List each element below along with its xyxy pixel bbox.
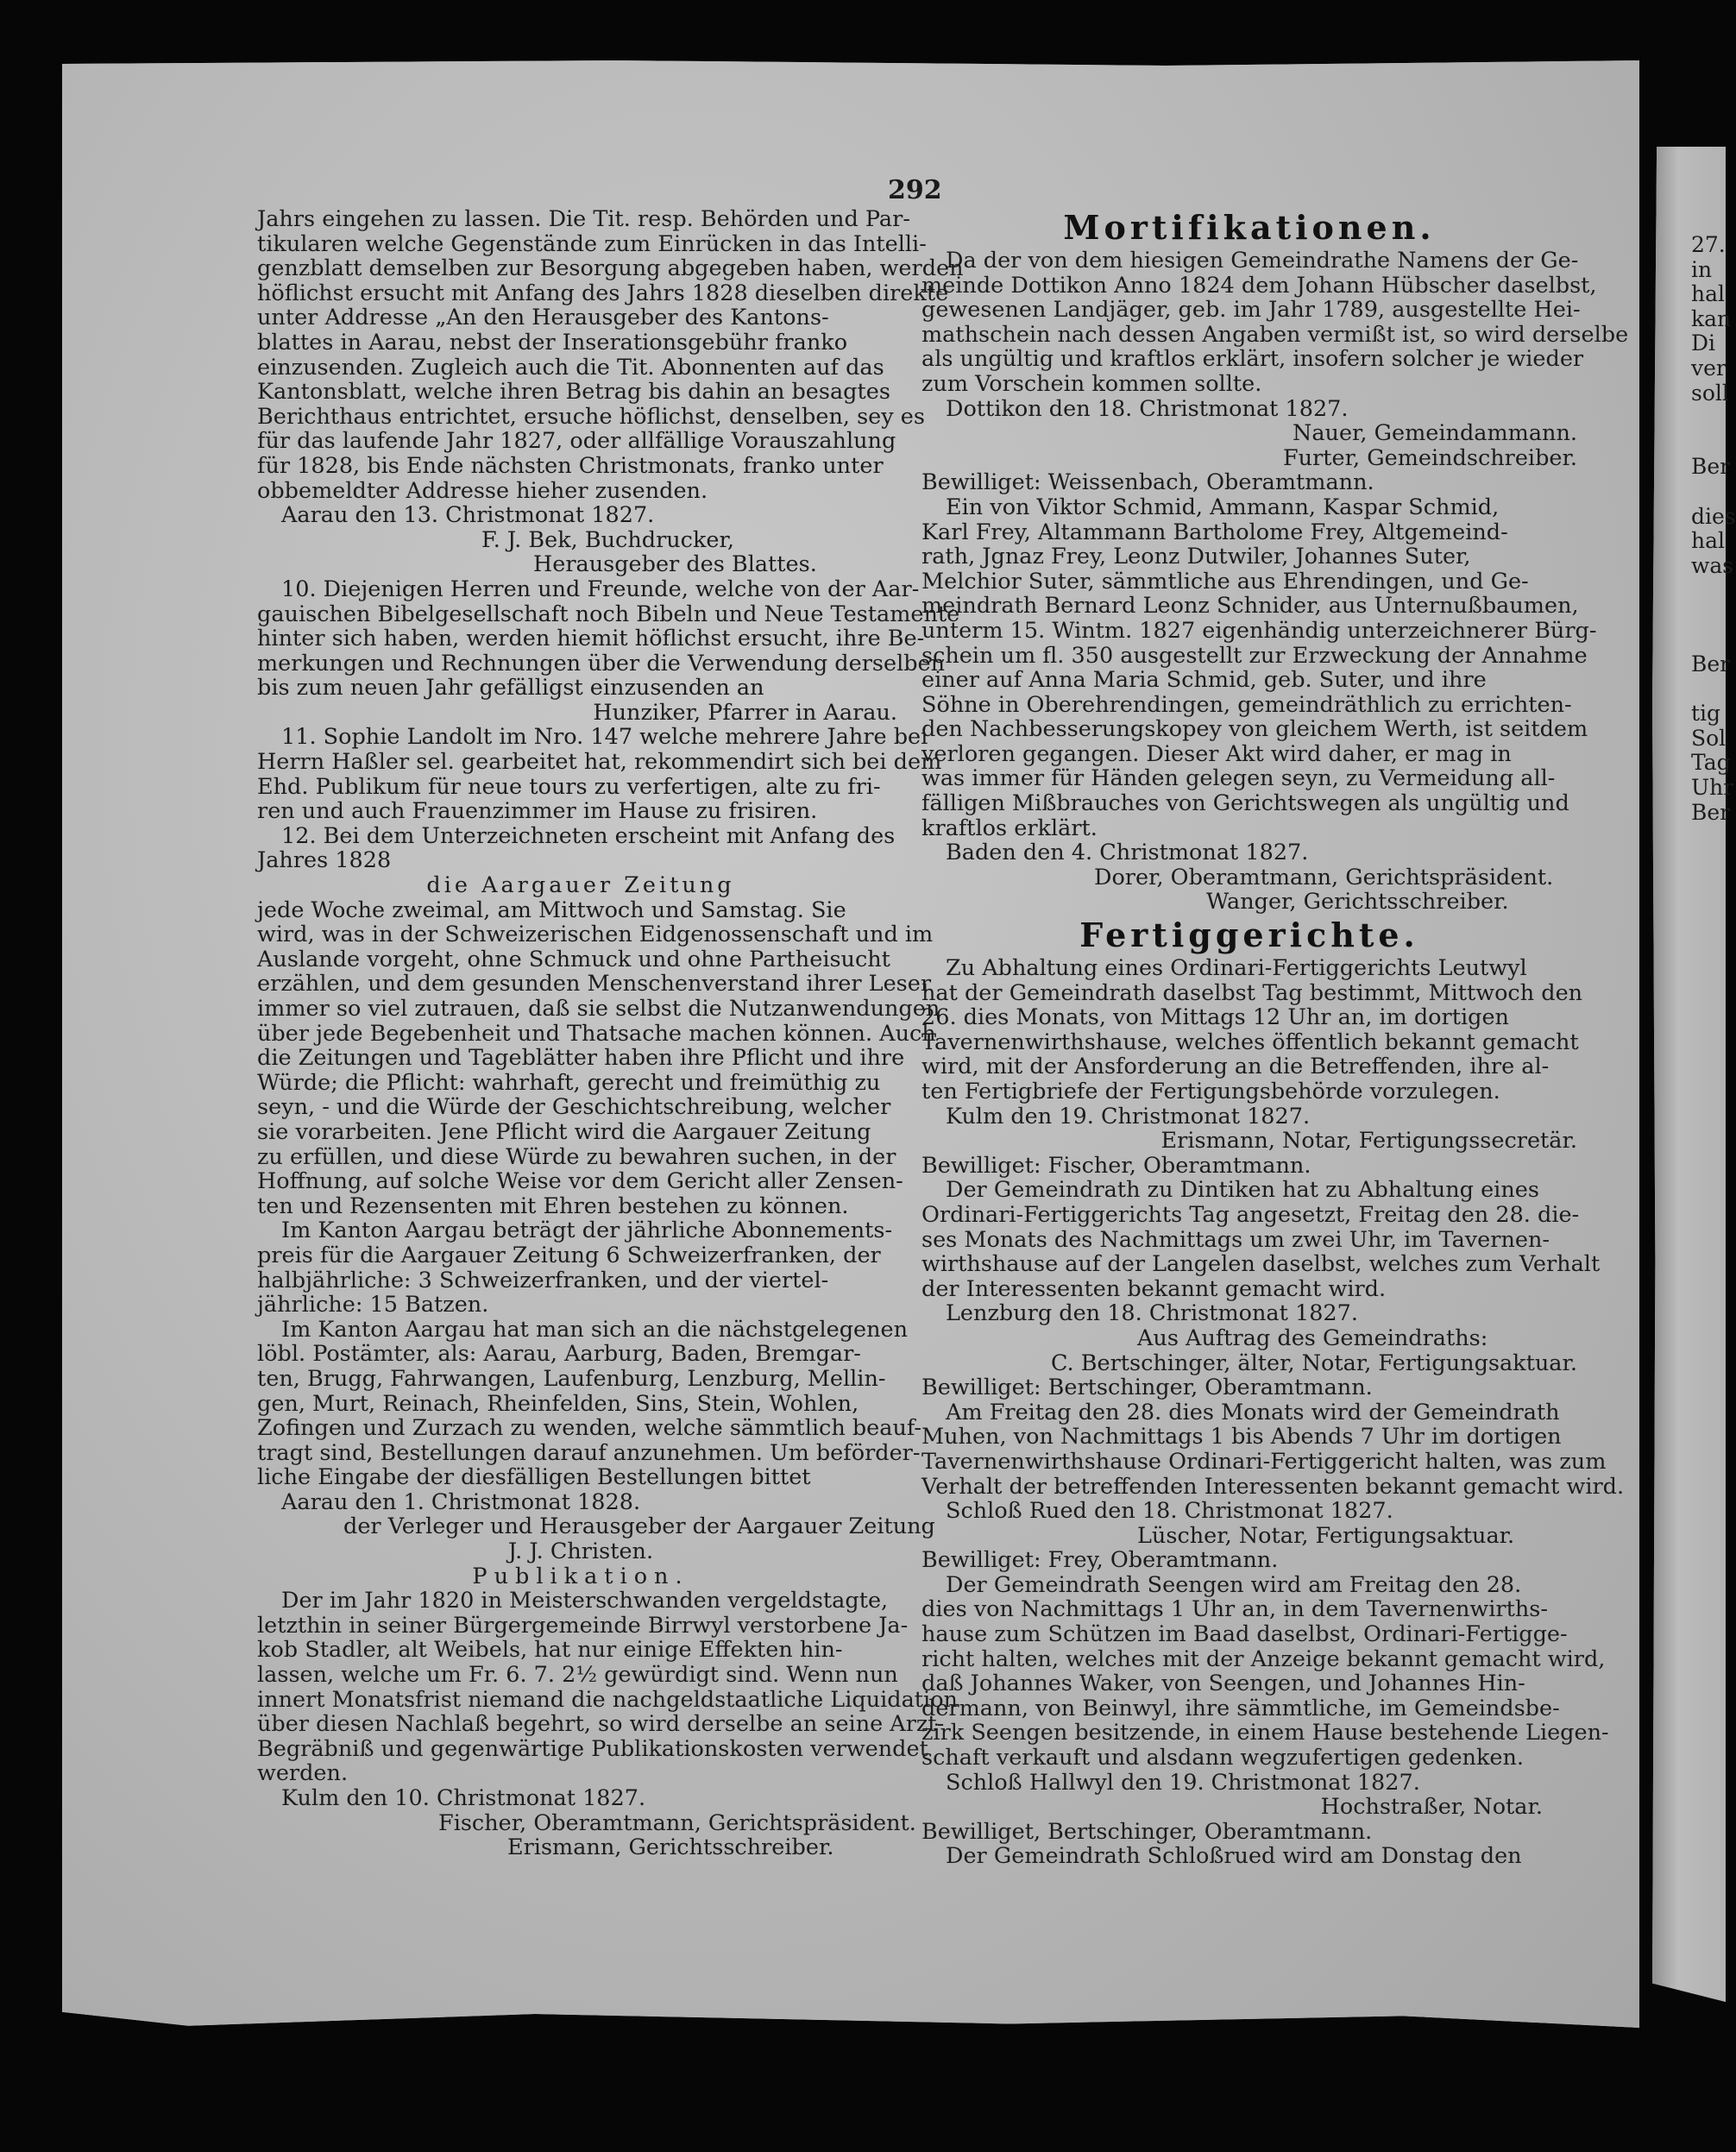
signature: Herausgeber des Blattes. (533, 551, 817, 578)
text-line: Ein von Viktor Schmid, Ammann, Kaspar Schmid, (946, 494, 1500, 520)
approval-line: Bewilliget: Bertschinger, Oberamtmann. (921, 1375, 1373, 1401)
text-line: gauischen Bibelgesellschaft noch Bibeln und Neue Testamente (257, 601, 960, 627)
signature: Aus Auftrag des Gemeindraths: (1137, 1325, 1488, 1351)
text-line: zu erfüllen, und diese Würde zu bewahren suchen, in der (257, 1143, 896, 1170)
fragment: Di (1691, 330, 1716, 356)
text-line: ses Monats des Nachmittags um zwei Uhr, im Tavernen- (921, 1226, 1550, 1253)
text-line: Herrn Haßler sel. gearbeitet hat, rekommendirt sich bei dem (257, 749, 942, 776)
text-line: fälligen Mißbrauches von Gerichtswegen als ungültig und (921, 790, 1569, 817)
text-line: Auslande vorgeht, ohne Schmuck und ohne Partheisucht (257, 946, 890, 972)
notice-aargauer-zeitung (257, 822, 940, 1565)
text-line: gewesenen Landjäger, geb. im Jahr 1789, ausgestellte Hei- (921, 297, 1581, 324)
notice-fertiggericht-2 (921, 1177, 1601, 1401)
text-line: Hoffnung, auf solche Weise vor dem Gericht aller Zensen- (257, 1168, 903, 1195)
text-line: ten Fertigbriefe der Fertigungsbehörde vorzulegen. (921, 1079, 1500, 1104)
approval-line: Bewilliget: Weissenbach, Oberamtmann. (921, 469, 1374, 496)
text-line: ten und Rezensenten mit Ehren bestehen zu können. (257, 1192, 849, 1219)
text-line: 12. Bei dem Unterzeichneten erscheint mit Anfang des (281, 822, 896, 849)
signature: Hochstraßer, Notar. (1320, 1794, 1543, 1821)
fragment: kan (1691, 305, 1732, 331)
signature: Erismann, Gerichtsschreiber. (507, 1834, 834, 1861)
text-line: zirk Seengen besitzende, in einem Hause bestehende Liegen- (921, 1720, 1609, 1746)
fragment: 27. (1691, 232, 1726, 257)
text-line: als ungültig und kraftlos erklärt, insofern solcher je wieder (921, 346, 1584, 373)
fragment (1691, 628, 1726, 653)
dateline: Kulm den 19. Christmonat 1827. (946, 1103, 1311, 1129)
text-line: genzblatt demselben zur Besorgung abgegeben haben, werden (257, 255, 964, 282)
text-line: der Interessenten bekannt gemacht wird. (921, 1275, 1387, 1302)
signature: F. J. Bek, Buchdrucker, (481, 526, 735, 553)
fragment (1691, 406, 1726, 431)
fragment (1691, 603, 1726, 628)
text-line: Im Kanton Aargau hat man sich an die nächstgelegenen (281, 1316, 909, 1343)
signature: C. Bertschinger, älter, Notar, Fertigungsaktuar. (1050, 1350, 1577, 1376)
signature: Furter, Gemeindschreiber. (1282, 444, 1577, 471)
dateline: Dottikon den 18. Christmonat 1827. (946, 395, 1349, 422)
text-line: hinter sich haben, werden hiemit höflichst ersucht, ihre Be- (257, 626, 925, 652)
notice-fertiggericht-4 (921, 1571, 1609, 1845)
text-line: Der Gemeindrath zu Dintiken hat zu Abhaltung eines (946, 1177, 1539, 1204)
fragment (1691, 677, 1726, 702)
text-line: dies von Nachmittags 1 Uhr an, in dem Tavernenwirths- (921, 1596, 1548, 1623)
signature: J. J. Christen. (507, 1538, 654, 1565)
text-line: Karl Frey, Altammann Bartholome Frey, Altgemeind- (921, 519, 1508, 545)
text-line: 11. Sophie Landolt im Nro. 147 welche mehrere Jahre bei (281, 724, 928, 751)
text-line: blattes in Aarau, nebst der Inserationsgebühr franko (257, 329, 848, 356)
notice-mortifikation-1 (921, 248, 1629, 496)
text-line: Muhen, von Nachmittags 1 bis Abends 7 Uhr im dortigen (921, 1424, 1562, 1450)
notice-herausgeber (257, 206, 964, 578)
text-line: einzusenden. Zugleich auch die Tit. Abonnenten auf das (257, 354, 884, 381)
signature: Hunziker, Pfarrer in Aarau. (593, 699, 897, 726)
text-line: Begräbniß und gegenwärtige Publikationskosten verwendet (257, 1735, 928, 1762)
text-line: schein um fl. 350 ausgestellt zur Erzweckung der Annahme (921, 642, 1588, 669)
text-line: Würde; die Pflicht: wahrhaft, gerecht und freimüthig zu (257, 1069, 881, 1096)
text-line: seyn, - und die Würde der Geschichtschreibung, welcher (257, 1094, 891, 1121)
text-line: wirthshause auf der Langelen daselbst, welches zum Verhalt (921, 1251, 1601, 1278)
next-page-text-fragments (1691, 232, 1736, 825)
text-line: dermann, von Beinwyl, ihre sämmtliche, im Gemeindsbe- (921, 1695, 1560, 1721)
text-line: Jahrs eingehen zu lassen. Die Tit. resp. Behörden und Par- (257, 206, 910, 232)
text-line: Melchior Suter, sämmtliche aus Ehrendingen, und Ge- (921, 568, 1529, 595)
signature: Erismann, Notar, Fertigungssecretär. (1160, 1128, 1577, 1155)
text-line: für das laufende Jahr 1827, oder allfällige Vorauszahlung (257, 428, 896, 455)
text-line: immer so viel zutrauen, daß sie selbst die Nutzanwendungen (257, 996, 940, 1022)
text-line: erzählen, und dem gesunden Menschenverstand ihrer Leser (257, 971, 932, 997)
fragment: Uhr (1691, 775, 1734, 801)
dateline: Baden den 4. Christmonat 1827. (946, 840, 1309, 866)
text-line: hat der Gemeindrath daselbst Tag bestimmt, Mittwoch den (921, 979, 1583, 1006)
text-line: Da der von dem hiesigen Gemeindrathe Namens der Ge- (946, 248, 1579, 274)
text-line: verloren gegangen. Dieser Akt wird daher, er mag in (921, 740, 1512, 767)
section-title: Publikation. (472, 1563, 689, 1589)
text-line: Tavernenwirthshause, welches öffentlich bekannt gemacht (921, 1029, 1579, 1055)
text-line: über jede Begebenheit und Thatsache machen können. Auch (257, 1020, 936, 1047)
text-line: 26. dies Monats, von Mittags 12 Uhr an, im dortigen (921, 1004, 1509, 1031)
dateline: Schloß Rued den 18. Christmonat 1827. (946, 1498, 1393, 1525)
text-line: ten, Brugg, Fahrwangen, Laufenburg, Lenzburg, Mellin- (257, 1365, 886, 1392)
text-line: Ehd. Publikum für neue tours zu verfertigen, alte zu fri- (257, 773, 881, 800)
dateline: Aarau den 13. Christmonat 1827. (281, 502, 655, 529)
text-line: sie vorarbeiten. Jene Pflicht wird die Aargauer Zeitung (257, 1118, 871, 1145)
fragment: in (1691, 256, 1713, 282)
notice-mortifikation-2 (921, 494, 1597, 916)
notice-fertiggericht-1 (921, 955, 1583, 1179)
text-line: lassen, welche um Fr. 6. 7. 2½ gewürdigt sind. Wenn nun (257, 1662, 898, 1689)
text-line: unter Addresse „An den Herausgeber des Kantons- (257, 305, 829, 331)
text-line: Berichthaus entrichtet, ersuche höflichst, denselben, sey es (257, 403, 925, 430)
text-line: den Nachbesserungskopey von gleichem Werth, ist seitdem (921, 716, 1588, 743)
text-line: halbjährliche: 3 Schweizerfranken, und der viertel- (257, 1267, 829, 1293)
text-line: Tavernenwirthshause Ordinari-Fertiggericht halten, was zum (921, 1448, 1607, 1475)
approval-line: Bewilliget: Frey, Oberamtmann. (921, 1547, 1279, 1574)
text-line: mathschein nach dessen Angaben vermißt ist, so wird derselbe (921, 321, 1629, 348)
fragment: tig (1691, 701, 1721, 727)
text-line: Der Gemeindrath Seengen wird am Freitag den 28. (946, 1571, 1522, 1598)
text-line: werden. (257, 1760, 349, 1787)
text-line: jährliche: 15 Batzen. (257, 1292, 489, 1318)
text-line: gen, Murt, Reinach, Rheinfelden, Sins, Stein, Wohlen, (257, 1390, 859, 1417)
text-line: die Zeitungen und Tageblätter haben ihre Pflicht und ihre (257, 1045, 905, 1072)
fragment: Tag (1691, 750, 1731, 776)
text-line: rath, Jgnaz Frey, Leonz Dutwiler, Johannes Suter, (921, 544, 1471, 570)
page-number: 292 (888, 175, 942, 205)
text-line: daß Johannes Waker, von Seengen, und Johannes Hin- (921, 1671, 1525, 1697)
text-line: höflichst ersucht mit Anfang des Jahrs 1828 dieselben direkte (257, 280, 949, 306)
text-line: wird, mit der Ansforderung an die Betreffenden, ihre al- (921, 1054, 1550, 1080)
notice-publikation (257, 1563, 958, 1861)
text-line: innert Monatsfrist niemand die nachgeldstaatliche Liquidation (257, 1686, 958, 1713)
fragment (1691, 480, 1726, 505)
text-line: bis zum neuen Jahr gefälligst einzusenden an (257, 675, 764, 702)
fragment: ver (1691, 355, 1727, 381)
text-line: einer auf Anna Maria Schmid, geb. Suter, und ihre (921, 667, 1487, 694)
text-line: Ordinari-Fertiggerichts Tag angesetzt, Freitag den 28. die- (921, 1201, 1580, 1228)
signature: Fischer, Oberamtmann, Gerichtspräsident. (438, 1809, 916, 1836)
text-line: Verhalt der betreffenden Interessenten bekannt gemacht wird. (921, 1473, 1625, 1500)
section-heading-mortifikationen: Mortifikationen. (1063, 208, 1436, 247)
text-line: tikularen welche Gegenstände zum Einrücken in das Intelli- (257, 230, 927, 257)
text-line: was immer für Händen gelegen seyn, zu Vermeidung all- (921, 765, 1556, 792)
signature: Wanger, Gerichtsschreiber. (1206, 889, 1509, 916)
fragment: Sol (1691, 725, 1727, 751)
text-line: hause zum Schützen im Baad daselbst, Ordinari-Fertigge- (921, 1621, 1568, 1648)
text-line: kraftlos erklärt. (921, 815, 1098, 841)
right-column (921, 207, 1629, 1870)
fragment: dies (1691, 503, 1736, 529)
signature: Dorer, Oberamtmann, Gerichtspräsident. (1094, 864, 1554, 890)
text-line: Zu Abhaltung eines Ordinari-Fertiggerichts Leutwyl (946, 955, 1527, 982)
text-line: liche Eingabe der diesfälligen Bestellungen bittet (257, 1464, 811, 1491)
text-line: zum Vorschein kommen sollte. (921, 370, 1262, 397)
fragment: hal (1691, 281, 1726, 307)
text-line: Der Gemeindrath Schloßrued wird am Donstag den (946, 1843, 1522, 1870)
text-line: obbemeldter Addresse hieher zusenden. (257, 477, 708, 504)
left-column (257, 206, 964, 1861)
text-line: tragt sind, Bestellungen darauf anzunehmen. Um beförder- (257, 1439, 921, 1466)
text-line: letzthin in seiner Bürgergemeinde Birrwyl verstorbene Ja- (257, 1612, 909, 1639)
text-line: Jahres 1828 (257, 847, 392, 874)
text-line: schaft verkauft und alsdann wegzufertigen gedenken. (921, 1745, 1525, 1771)
section-title: die Aargauer Zeitung (426, 872, 735, 899)
approval-line: Bewilliget, Bertschinger, Oberamtmann. (921, 1818, 1373, 1845)
dateline: Kulm den 10. Christmonat 1827. (281, 1785, 646, 1811)
text-line: meindrath Bernard Leonz Schnider, aus Unternußbaumen, (921, 593, 1579, 620)
text-line: Kantonsblatt, welche ihren Betrag bis dahin an besagtes (257, 379, 890, 406)
text-line: preis für die Aargauer Zeitung 6 Schweizerfranken, der (257, 1242, 881, 1268)
fragment: Ber (1691, 454, 1731, 480)
text-line: richt halten, welches mit der Anzeige bekannt gemacht wird, (921, 1645, 1606, 1672)
notice-fertiggericht-3 (921, 1399, 1625, 1574)
approval-line: Bewilliget: Fischer, Oberamtmann. (921, 1152, 1311, 1179)
text-line: Der im Jahr 1820 in Meisterschwanden vergeldstagte, (281, 1588, 889, 1614)
text-line: löbl. Postämter, als: Aarau, Aarburg, Baden, Bremgar- (257, 1341, 861, 1368)
fragment: soll (1691, 380, 1729, 406)
text-line: unterm 15. Wintm. 1827 eigenhändig unterzeichnerer Bürg- (921, 617, 1597, 644)
text-line: merkungen und Rechnungen über die Verwendung derselben (257, 650, 946, 676)
text-line: Am Freitag den 28. dies Monats wird der Gemeindrath (946, 1399, 1560, 1425)
signature: Nauer, Gemeindammann. (1293, 420, 1577, 447)
text-line: 10. Diejenigen Herren und Freunde, welche von der Aar- (281, 576, 920, 602)
section-heading-fertiggerichte: Fertiggerichte. (1079, 916, 1419, 955)
text-line: ren und auch Frauenzimmer im Hause zu frisiren. (257, 798, 818, 825)
text-line: Zofingen und Zurzach zu wenden, welche sämmtlich beauf- (257, 1415, 922, 1442)
signature: der Verleger und Herausgeber der Aargauer Zeitung (343, 1513, 935, 1540)
text-line: Söhne in Oberehrendingen, gemeindräthlich zu errichten- (921, 691, 1572, 718)
fragment: Ber (1691, 651, 1731, 677)
text-line: kob Stadler, alt Weibels, hat nur einige Effekten hin- (257, 1637, 843, 1664)
fragment (1691, 431, 1726, 456)
notice-fertiggericht-5 (921, 1844, 1577, 1869)
signature: Lüscher, Notar, Fertigungsaktuar. (1137, 1522, 1515, 1549)
fragment: was (1691, 552, 1734, 578)
notice-landolt (257, 724, 942, 825)
dateline: Lenzburg den 18. Christmonat 1827. (946, 1300, 1358, 1327)
text-line: meinde Dottikon Anno 1824 dem Johann Hübscher daselbst, (921, 272, 1597, 299)
text-line: über diesen Nachlaß begehrt, so wird derselbe an seine Arzt- (257, 1711, 945, 1738)
fragment: Ber (1691, 799, 1731, 825)
text-line: wird, was in der Schweizerischen Eidgenossenschaft und im (257, 922, 934, 948)
text-line: jede Woche zweimal, am Mittwoch und Samstag. Sie (257, 897, 846, 923)
dateline: Schloß Hallwyl den 19. Christmonat 1827. (946, 1769, 1420, 1796)
fragment (1691, 578, 1726, 603)
fragment: hal (1691, 528, 1726, 554)
dateline: Aarau den 1. Christmonat 1828. (281, 1488, 641, 1515)
notice-bibelgesellschaft (257, 576, 960, 726)
text-line: für 1828, bis Ende nächsten Christmonats, franko unter (257, 452, 884, 479)
text-line: Im Kanton Aargau beträgt der jährliche Abonnements- (281, 1218, 893, 1244)
